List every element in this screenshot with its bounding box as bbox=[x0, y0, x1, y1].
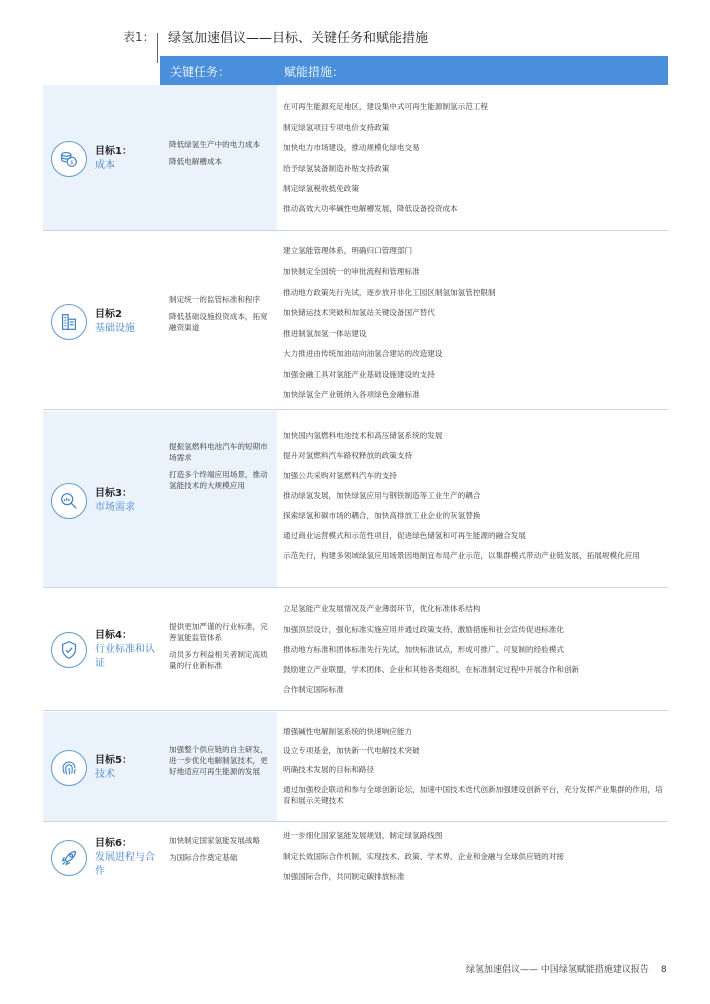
row-divider bbox=[43, 409, 668, 410]
task-item: 加强整个供应链的自主研发，进一步优化电解制氢技术，更好地适应可再生能源的发展 bbox=[169, 745, 268, 776]
key-tasks bbox=[169, 744, 274, 783]
table-number: 表1： bbox=[123, 29, 155, 44]
key-tasks bbox=[169, 139, 274, 173]
measure-item: 增强碱性电解制氢系统的快速响应能力 bbox=[283, 727, 413, 736]
task-item: 降低电解槽成本 bbox=[169, 157, 223, 166]
goal-row-cost bbox=[43, 85, 668, 231]
caption-divider bbox=[157, 33, 158, 63]
measure-item: 加强公共采购对氢燃料汽车的支持 bbox=[283, 471, 397, 480]
measure-item: 探索绿氢和碳市场的耦合，加快高排放工业企业的灰氢替换 bbox=[283, 511, 481, 520]
measure-item: 推进制氢加氢一体站建设 bbox=[283, 329, 367, 338]
measure-item: 进一步细化国家氢能发展规划，制定绿氢路线图 bbox=[283, 831, 443, 840]
measure-item: 提升对氢燃料汽车路权释放的政策支持 bbox=[283, 451, 413, 460]
measure-item: 制定长效国际合作机制，实现技术、政策、学术界、企业和金融与全球供应链的对接 bbox=[283, 852, 564, 861]
goal-title: 目标1： bbox=[95, 146, 132, 157]
key-tasks bbox=[169, 835, 274, 869]
goal-label bbox=[51, 750, 132, 786]
page-number: 8 bbox=[660, 965, 667, 975]
measure-item: 通过加强校企联动和参与全球创新论坛，加速中国技术迭代创新加强建设创新平台，充分发挥产业集群的作用，培育和展示关键技术 bbox=[283, 785, 663, 805]
footer-title: 绿氢加速倡议—— 中国绿氢赋能措施建议报告 bbox=[466, 965, 649, 975]
goal-label bbox=[51, 629, 155, 671]
goal-title: 目标3： bbox=[95, 488, 132, 499]
measure-item: 明确技术发展的目标和路径 bbox=[283, 765, 375, 774]
task-item: 降低基础设施投资成本，拓宽融资渠道 bbox=[169, 312, 268, 332]
goal-label bbox=[51, 141, 132, 177]
measure-item: 立足氢能产业发展情况及产业薄弱环节，优化标准体系结构 bbox=[283, 604, 481, 613]
measure-item: 加强国际合作，共同制定碳排放标准 bbox=[283, 872, 405, 881]
rocket-icon bbox=[51, 840, 87, 876]
goal-title: 目标5： bbox=[95, 755, 132, 766]
goal-row-market-demand bbox=[43, 411, 668, 588]
goal-subtitle: 行业标准和认证 bbox=[95, 644, 155, 669]
task-item: 制定统一的监管标准和程序 bbox=[169, 295, 261, 304]
measure-item: 合作制定国际标准 bbox=[283, 685, 344, 694]
coins-icon bbox=[51, 141, 87, 177]
measure-item: 加快制定全国统一的审批流程和管理标准 bbox=[283, 267, 420, 276]
task-item: 动员多方利益相关者制定高质量的行业新标准 bbox=[169, 650, 268, 670]
goal-row-cooperation bbox=[43, 823, 668, 893]
table-header bbox=[160, 56, 668, 85]
measure-item: 推动地方标准和团体标准先行先试，加快标准试点，形成可推广、可复制的经验模式 bbox=[283, 645, 564, 654]
task-item: 提振氢燃料电池汽车的短期市场需求 bbox=[169, 442, 268, 462]
measure-item: 大力推进由传统加油站向油氢合建站的改造建设 bbox=[283, 349, 443, 358]
task-item: 提供更加严谨的行业标准，完善氢能监管体系 bbox=[169, 622, 268, 642]
header-measures: 赋能措施： bbox=[284, 65, 345, 79]
key-tasks bbox=[169, 294, 274, 339]
row-divider bbox=[43, 230, 668, 231]
goal-subtitle: 基础设施 bbox=[95, 323, 135, 334]
row-divider bbox=[43, 587, 668, 588]
measure-item: 加快储运技术突破和加氢站关键设备国产替代 bbox=[283, 308, 435, 317]
task-item: 加快制定国家氢能发展战略 bbox=[169, 836, 261, 845]
goal-title: 目标4： bbox=[95, 630, 132, 641]
measure-item: 设立专项基金，加快新一代电解技术突破 bbox=[283, 746, 420, 755]
goal-row-infrastructure bbox=[43, 232, 668, 410]
row-divider bbox=[43, 821, 668, 822]
measure-item: 加快绿氢全产业链纳入各项绿色金融标准 bbox=[283, 390, 420, 399]
measure-item: 加快电力市场建设，推动规模化绿电交易 bbox=[283, 143, 420, 152]
table-title: 绿氢加速倡议——目标、关键任务和赋能措施 bbox=[168, 30, 429, 46]
measure-item: 制定绿氢项目专项电价支持政策 bbox=[283, 123, 390, 132]
table-caption bbox=[123, 27, 428, 45]
goal-row-standards bbox=[43, 589, 668, 711]
magnifier-icon bbox=[51, 483, 87, 519]
measure-item: 给予绿氢装备制造补贴支持政策 bbox=[283, 164, 390, 173]
goal-label bbox=[51, 837, 155, 879]
task-item: 打造多个终端应用场景，推动氢能技术的大规模应用 bbox=[169, 470, 268, 490]
measure-item: 制定绿氢税收抵免政策 bbox=[283, 184, 359, 193]
measure-item: 加强顶层设计，强化标准实施应用并通过政策支持、激励措施和社会宣传促进标准化 bbox=[283, 625, 564, 634]
goal-subtitle: 市场需求 bbox=[95, 502, 135, 513]
goal-label bbox=[51, 304, 135, 340]
goal-title: 目标6： bbox=[95, 838, 132, 849]
measure-item: 推动高效大功率碱性电解槽发展，降低设备投资成本 bbox=[283, 204, 458, 213]
measure-item: 鼓励建立产业联盟，学术团体、企业和其他各类组织，在标准制定过程中开展合作和创新 bbox=[283, 665, 580, 674]
measure-item: 在可再生能源充足地区，建设集中式可再生能源制氢示范工程 bbox=[283, 102, 489, 111]
measure-item: 加强金融工具对氢能产业基础设施建设的支持 bbox=[283, 370, 435, 379]
measure-item: 加快国内氢燃料电池技术和高压储氢系统的发展 bbox=[283, 431, 443, 440]
fingerprint-icon bbox=[51, 750, 87, 786]
goal-title: 目标2 bbox=[95, 309, 122, 320]
goal-row-technology bbox=[43, 712, 668, 822]
goal-subtitle: 发展进程与合作 bbox=[95, 852, 155, 877]
goal-subtitle: 成本 bbox=[95, 160, 115, 171]
header-key-tasks: 关键任务： bbox=[170, 65, 231, 79]
row-divider bbox=[43, 710, 668, 711]
building-icon bbox=[51, 304, 87, 340]
measure-item: 推动绿氢发展，加快绿氢应用与钢铁制造等工业生产的耦合 bbox=[283, 491, 481, 500]
goal-subtitle: 技术 bbox=[95, 769, 115, 780]
task-item: 降低绿氢生产中的电力成本 bbox=[169, 140, 261, 149]
key-tasks bbox=[169, 621, 274, 677]
key-tasks bbox=[169, 441, 274, 497]
page-footer bbox=[466, 962, 667, 975]
measure-item: 通过商业运营模式和示范性项目，促进绿色储氢和可再生能源的融合发展 bbox=[283, 531, 526, 540]
measure-item: 示范先行，构建多领域绿氢应用场景因地制宜布局产业示范，以集群模式带动产业链发展，拓展规模化应用 bbox=[283, 551, 640, 560]
shield-check-icon bbox=[51, 632, 87, 668]
measure-item: 推动地方政策先行先试，逐步放开非化工园区制氢加氢管控限制 bbox=[283, 288, 496, 297]
svg-text:$: $ bbox=[70, 160, 74, 167]
goal-label bbox=[51, 483, 135, 519]
task-item: 为国际合作奠定基础 bbox=[169, 853, 238, 862]
measure-item: 建立氢能管理体系，明确归口管理部门 bbox=[283, 246, 413, 255]
